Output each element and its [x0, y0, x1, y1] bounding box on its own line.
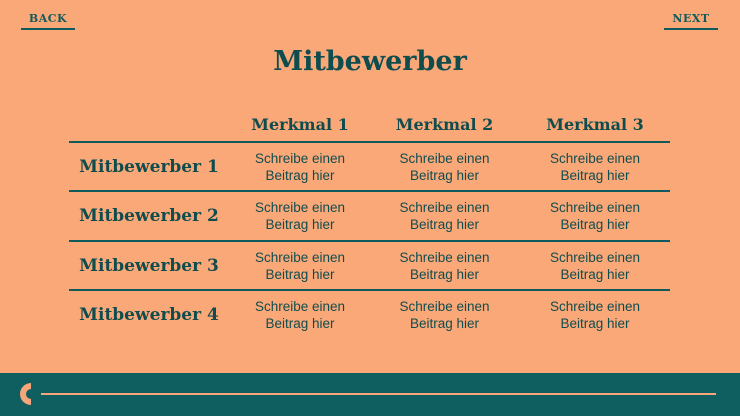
page-title: Mitbewerber	[273, 46, 467, 77]
table-cell[interactable]: Schreibe einen Beitrag hier	[254, 250, 346, 282]
half-circle-icon	[19, 382, 43, 406]
column-header: Merkmal 3	[546, 115, 644, 134]
next-label: NEXT	[672, 12, 710, 25]
back-button[interactable]	[21, 12, 75, 30]
next-button[interactable]	[664, 12, 718, 30]
table-header	[69, 108, 670, 141]
row-label: Mitbewerber 3	[79, 256, 219, 276]
table-cell[interactable]: Schreibe einen Beitrag hier	[549, 299, 641, 331]
table-cell[interactable]: Schreibe einen Beitrag hier	[399, 200, 490, 232]
table-row	[69, 143, 670, 191]
table-cell[interactable]: Schreibe einen Beitrag hier	[399, 299, 490, 331]
footer-bar	[0, 373, 740, 416]
row-label: Mitbewerber 2	[79, 206, 219, 226]
back-label: BACK	[28, 12, 68, 25]
column-header: Merkmal 2	[395, 115, 494, 134]
row-label: Mitbewerber 4	[79, 305, 219, 325]
column-header: Merkmal 1	[251, 115, 349, 134]
row-label: Mitbewerber 1	[79, 157, 219, 177]
table-cell[interactable]: Schreibe einen Beitrag hier	[549, 250, 641, 282]
table-cell[interactable]: Schreibe einen Beitrag hier	[399, 151, 490, 183]
table-cell[interactable]: Schreibe einen Beitrag hier	[549, 151, 641, 183]
table-cell[interactable]: Schreibe einen Beitrag hier	[254, 200, 346, 232]
table-cell[interactable]: Schreibe einen Beitrag hier	[254, 151, 346, 183]
table-row	[69, 242, 670, 290]
next-underline	[664, 28, 718, 30]
footer-line	[41, 393, 716, 395]
table-cell[interactable]: Schreibe einen Beitrag hier	[549, 200, 641, 232]
table-cell[interactable]: Schreibe einen Beitrag hier	[399, 250, 490, 282]
table-cell[interactable]: Schreibe einen Beitrag hier	[254, 299, 346, 331]
back-underline	[21, 28, 75, 30]
table-row	[69, 192, 670, 240]
table-row	[69, 291, 670, 339]
